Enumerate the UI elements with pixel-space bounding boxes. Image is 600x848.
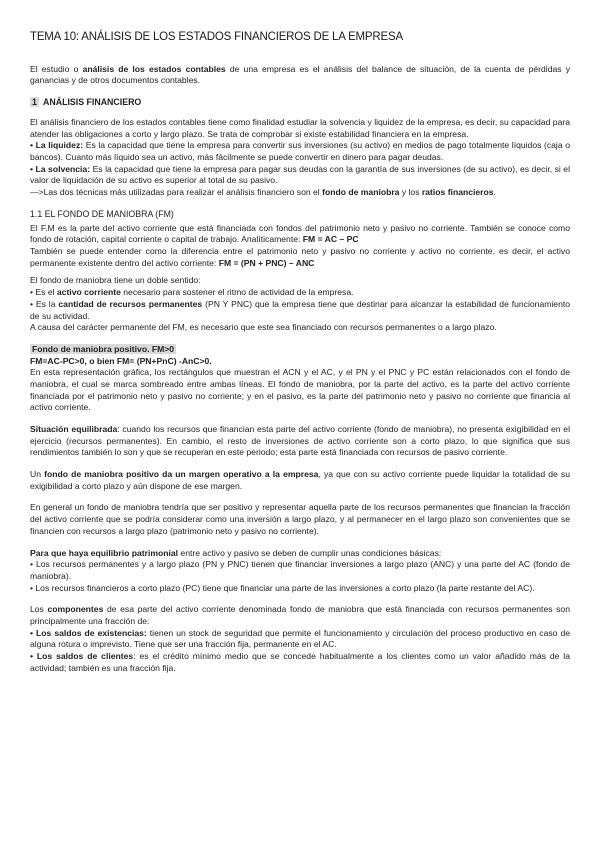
equilibrium-condition-2: • Los recursos financieros a corto plazo (PC) tiene que financiar una parte de las inversiones a corto plazo (la parte restante del AC).: [30, 582, 535, 593]
components-text: de esa parte del activo corriente denominada fondo de maniobra que está financiada con recursos permanentes son principalmente una fracción de:: [30, 604, 570, 626]
liquidity-bullet: [30, 140, 570, 163]
solvency-label: La solvencia:: [35, 163, 91, 174]
margin-text: , ya que con su activo corriente puede liquidar la totalidad de su exigibilidad a corto plazo y aún dispone de ese margen.: [30, 469, 570, 491]
bullet: •: [30, 163, 34, 174]
components-bold: componentes: [47, 604, 104, 615]
double-meaning-bullet-1: [30, 287, 570, 299]
techniques-text: y los: [399, 187, 422, 198]
intro-text-end: de una empresa es el análisis del balance de situación, de la cuenta de pérdidas y ganancias y de otros documentos contables.: [30, 63, 571, 86]
fm-alt-text: También se puede entender como la diferencia entre el patrimonio neto y pasivo no corriente y activo no corriente, es decir, el activo permanente existente dentro del activo corriente:: [30, 246, 570, 268]
solvency-text: Es la capacidad que tiene la empresa para pagar sus deudas con la garantía de sus inversiones (de su activo), es decir, si el valor de liquidación de su activo es superior al total de su pasivo.: [30, 163, 570, 186]
clients-text: : es el crédito mínimo medio que se concede habitualmente a los clientes como un valor añadido más de la actividad; también es una fracción fija.: [30, 651, 570, 673]
ratios-bold: ratios financieros: [421, 187, 494, 198]
permanent-resources-bold: cantidad de recursos permanentes: [58, 298, 203, 309]
financial-analysis-paragraph: El análisis financiero de los estados contables tiene como finalidad estudiar la solvencia y liquidez de la empresa, es decir, su capacidad para atender las obligaciones a corto y largo plazo. Se trata de comprobar si existe estabilidad financiera en la empresa.: [30, 116, 570, 139]
solvency-bullet: [30, 164, 570, 187]
equilibrium-condition-1: • Los recursos permanentes y a largo plazo (PN y PNC) tienen que financiar inversiones a largo plazo (ANC) y una parte del AC (fondo de maniobra).: [30, 559, 570, 581]
bullet: •: [30, 140, 34, 151]
balanced-situation-label: Situación equilibrada: [30, 424, 118, 435]
bullet-text: • Es el: [30, 287, 57, 298]
margin-text: Un: [30, 469, 45, 480]
working-capital-bold: fondo de maniobra: [322, 187, 400, 198]
intro-paragraph: [30, 64, 570, 87]
margin-paragraph: [30, 469, 570, 492]
positive-fm-heading: [30, 344, 570, 356]
section-1-1-heading: 1.1 EL FONDO DE MANIOBRA (FM): [30, 208, 174, 219]
bullet-text: necesario para sostener el ritmo de actividad de la empresa.: [120, 287, 354, 298]
bullet-text: • Es la: [30, 298, 59, 309]
components-text: Los: [30, 604, 48, 615]
section-1-heading: [30, 97, 570, 109]
liquidity-text: Es la capacidad que tiene la empresa para convertir sus inversiones (su activo) en medios de pago totalmente líquidos (caja o bancos). Cuanto más líquido sea un activo, más fácilmente se puede convertir en dinero para pagar deudas.: [30, 140, 571, 163]
positive-fm-formula: FM=AC-PC>0, o bien FM= (PN+PnC) -AnC>0.: [30, 355, 212, 366]
liquidity-label: La liquidez:: [35, 140, 84, 151]
positive-fm-title: Fondo de maniobra positivo. FM>0: [32, 343, 175, 354]
inventory-bullet: [30, 628, 570, 651]
equilibrium-bold: Para que haya equilibrio patrimonial: [30, 547, 179, 558]
equilibrium-intro: [30, 548, 570, 560]
components-intro: [30, 604, 570, 627]
fm-formula-2: FM = (PN + PNC) – ANC: [218, 257, 315, 268]
intro-text: El estudio o: [30, 63, 83, 74]
equilibrium-text: entre activo y pasivo se deben de cumplir unas condiciones básicas:: [178, 547, 442, 558]
current-asset-bold: activo corriente: [56, 287, 121, 298]
techniques-line: [30, 187, 570, 199]
bullet: •: [30, 651, 34, 662]
intro-bold: análisis de los estados contables: [82, 63, 226, 74]
double-meaning-bullet-2: [30, 299, 570, 322]
balanced-situation-paragraph: [30, 424, 570, 459]
fm-formula-1: FM = AC – PC: [302, 234, 359, 245]
inventory-label: Los saldos de existencias:: [36, 627, 147, 638]
page-title: TEMA 10: ANÁLISIS DE LOS ESTADOS FINANCIEROS DE LA EMPRESA: [30, 31, 403, 43]
period: .: [493, 187, 496, 198]
general-paragraph: En general un fondo de maniobra tendría que ser positivo y representar aquella parte de los recursos permanentes que financian la fracción del activo corriente que se podría considerar como una inversión a largo plazo, y al permanecer en el largo plazo son convenientes que se financien con recursos a largo plazo (patrimonio neto y pasivo no corriente).: [30, 502, 570, 536]
bullet: •: [30, 627, 34, 638]
balanced-situation-text: : cuando los recursos que financian esta parte del activo corriente (fondo de maniobra), no presenta exigibilidad en el ejercicio (recursos permanentes). En cambio, el resto de inversiones de activo corriente son a corto plazo, lo que significa que sus rendimientos también lo son y que se recuperan en este periodo; esta parte está financiada con recursos de pasivo corriente.: [30, 424, 570, 458]
clients-bullet: [30, 651, 570, 674]
techniques-text: —>Las dos técnicas más utilizadas para realizar el análisis financiero son el: [30, 187, 323, 198]
section-title: ANÁLISIS FINANCIERO: [43, 97, 142, 107]
cause-line: A causa del carácter permanente del FM, es necesario que este sea financiado con recursos permanentes o a largo plazo.: [30, 322, 497, 333]
fm-definition-text: El F.M es la parte del activo corriente que está financiada con fondos del patrimonio neto y pasivo no corriente. También se conoce como fondo de rotación, capital corriente o capital de trabajo. Analíticamente:: [30, 222, 570, 245]
margin-bold: fondo de maniobra positivo da un margen operativo a la empresa: [44, 469, 319, 480]
fm-definition-paragraph: [30, 223, 570, 246]
bullet-text: (PN Y PNC) que la empresa tiene que destinar para alcanzar la estabilidad de funcionamiento de su actividad.: [30, 298, 571, 321]
clients-label: Los saldos de clientes: [36, 651, 134, 662]
section-number: 1: [32, 97, 37, 107]
double-meaning-line: El fondo de maniobra tiene un doble sentido:: [30, 275, 201, 286]
positive-fm-paragraph: En esta representación gráfica, los rectángulos que muestran el ACN y el AC, y el PN y el PNC y PC están relacionados con el fondo de maniobra, el cual se marca sombreado entre ambas líneas. El fondo de maniobra, por la parte del activo, es la parte del activo corriente financiada por el patrimonio neto y pasivo no corriente; y en el pasivo, es la parte del patrimonio neto y pasivo no corriente que financia al activo corriente.: [30, 367, 570, 413]
fm-alt-definition-paragraph: [30, 246, 570, 269]
inventory-text: tienen un stock de seguridad que permite el funcionamiento y circulación del proceso productivo en caso de alguna rotura o imprevisto. Tiene que ser una fracción fija, permanente en el AC.: [30, 627, 571, 650]
